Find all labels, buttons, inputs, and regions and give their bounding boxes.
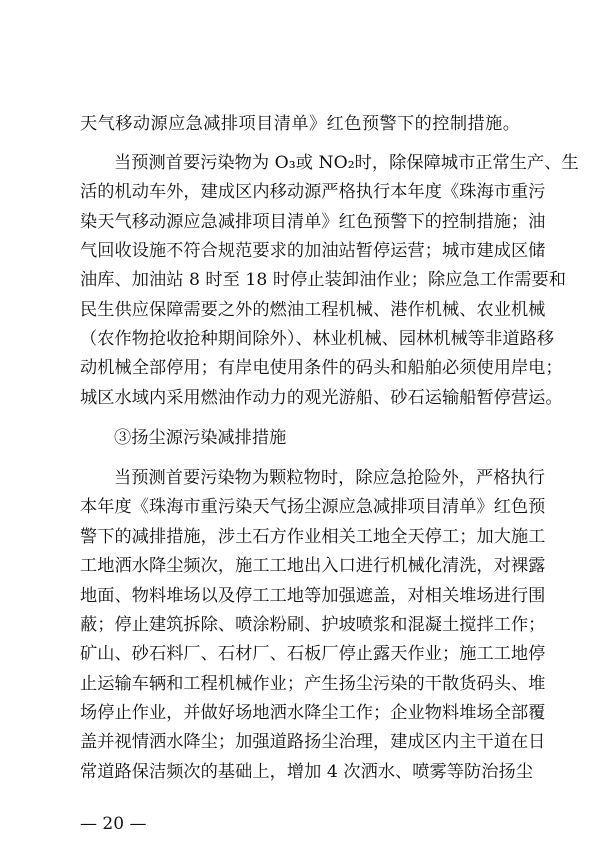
paragraph-start-line: 当预测首要污染物为 O₃或 NO₂时，除保障城市正常生产、生 — [114, 153, 579, 173]
text-line: （农作物抢收抢种期间除外）、林业机械、园林机械等非道路移 — [80, 329, 555, 349]
paragraph-start-line: 当预测首要污染物为颗粒物时，除应急抢险外，严格执行 — [114, 468, 545, 488]
text-line: 活的机动车外，建成区内移动源严格执行本年度《珠海市重污 — [80, 182, 546, 202]
text-line: 气回收设施不符合规范要求的加油站暂停运营；城市建成区储 — [80, 241, 546, 261]
text-line: 警下的减排措施，涉土石方作业相关工地全天停工；加大施工 — [80, 527, 546, 547]
text-line: 地面、物料堆场以及停工工地等加强遮盖，对相关堆场进行围 — [80, 586, 546, 606]
text-line: 止运输车辆和工程机械作业；产生扬尘污染的干散货码头、堆 — [80, 674, 546, 694]
text-line: 场停止作业，并做好场地洒水降尘工作；企业物料堆场全部覆 — [80, 703, 546, 723]
text-line: 盖并视情洒水降尘；加强道路扬尘治理，建成区内主干道在日 — [80, 732, 546, 752]
text-line: 天气移动源应急减排项目清单》红色预警下的控制措施。 — [80, 114, 520, 134]
text-line: 染天气移动源应急减排项目清单》红色预警下的控制措施；油 — [80, 212, 546, 232]
text-line: 城区水域内采用燃油作动力的观光游船、砂石运输船暂停营运。 — [80, 388, 563, 408]
text-line: 工地洒水降尘频次，施工工地出入口进行机械化清洗，对裸露 — [80, 556, 546, 576]
section-heading: ③扬尘源污染减排措施 — [114, 428, 287, 448]
text-line: 油库、加油站 8 时至 18 时停止装卸油作业；除应急工作需要和 — [80, 270, 566, 290]
text-line: 矿山、砂石料厂、石材厂、石板厂停止露天作业；施工工地停 — [80, 644, 546, 664]
page-number: — 20 — — [80, 814, 147, 834]
text-line: 常道路保洁频次的基础上，增加 4 次洒水、喷雾等防治扬尘 — [80, 762, 533, 782]
text-line: 民生供应保障需要之外的燃油工程机械、港作机械、农业机械 — [80, 300, 546, 320]
text-line: 蔽；停止建筑拆除、喷涂粉刷、护坡喷浆和混凝土搅拌工作； — [80, 615, 546, 635]
text-line: 本年度《珠海市重污染天气扬尘源应急减排项目清单》红色预 — [80, 497, 546, 517]
text-line: 动机械全部停用；有岸电使用条件的码头和船舶必须使用岸电； — [80, 358, 563, 378]
